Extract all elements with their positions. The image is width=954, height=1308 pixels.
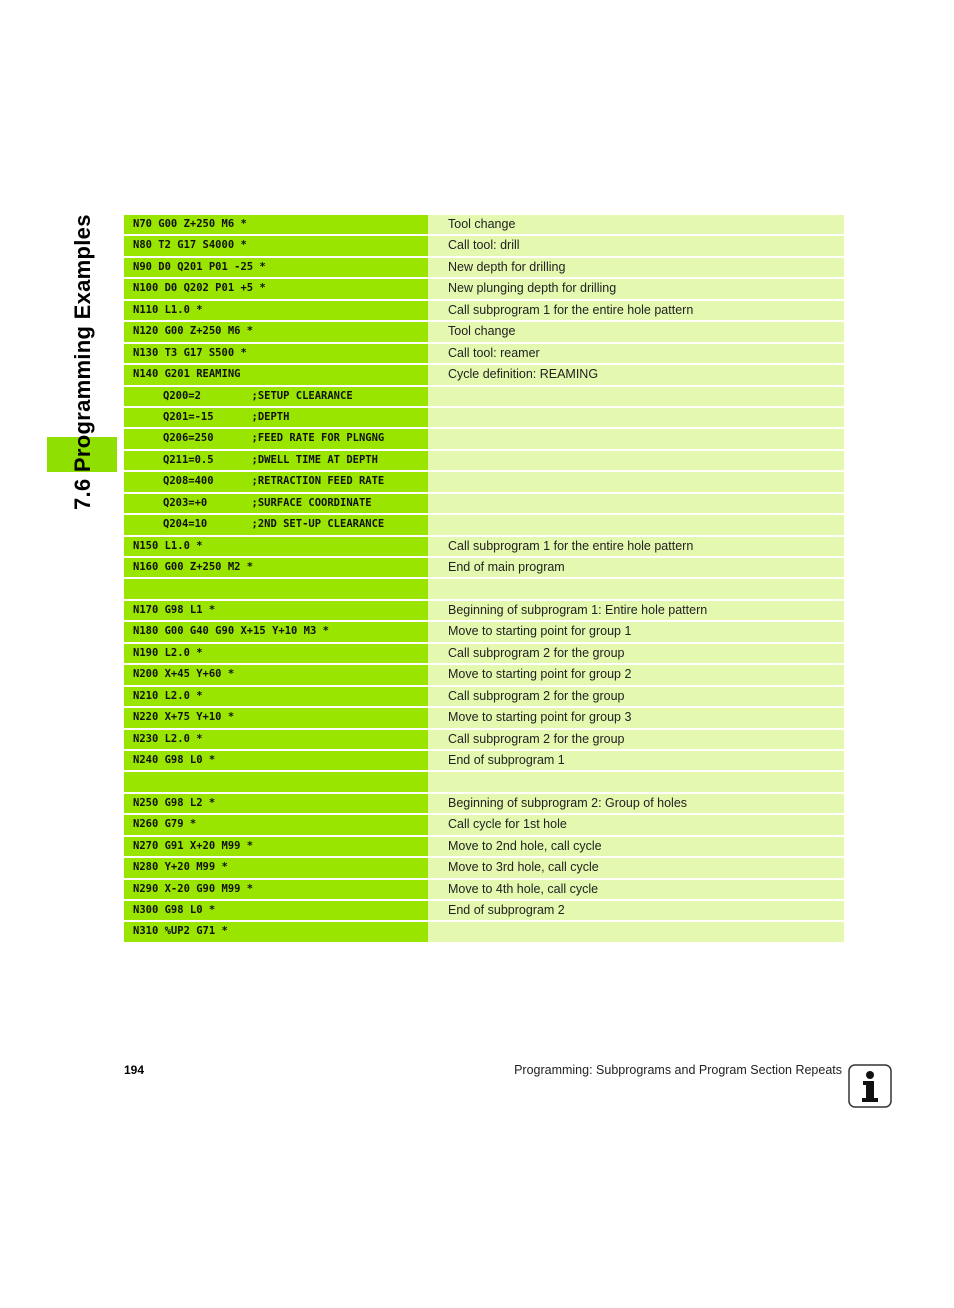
- description-cell: Move to 3rd hole, call cycle: [428, 858, 844, 879]
- table-row: [124, 751, 844, 772]
- nc-code-cell: Q208=400 ;RETRACTION FEED RATE: [124, 472, 428, 493]
- footer-chapter-title: Programming: Subprograms and Program Section Repeats: [514, 1063, 842, 1077]
- nc-code-cell: N290 X-20 G90 M99 *: [124, 880, 428, 901]
- nc-code-cell: N310 %UP2 G71 *: [124, 922, 428, 943]
- description-cell: Tool change: [428, 215, 844, 236]
- nc-code-cell: N160 G00 Z+250 M2 *: [124, 558, 428, 579]
- table-row: [124, 558, 844, 579]
- table-row: [124, 837, 844, 858]
- nc-code-cell: Q203=+0 ;SURFACE COORDINATE: [124, 494, 428, 515]
- table-row: [124, 236, 844, 257]
- table-row: [124, 794, 844, 815]
- table-row: [124, 494, 844, 515]
- table-row: [124, 687, 844, 708]
- page-number: 194: [124, 1063, 145, 1077]
- description-cell: Call subprogram 1 for the entire hole pattern: [428, 537, 844, 558]
- table-row: [124, 708, 844, 729]
- description-cell: Call subprogram 2 for the group: [428, 687, 844, 708]
- table-row: [124, 880, 844, 901]
- description-cell: [428, 579, 844, 600]
- description-cell: Beginning of subprogram 2: Group of holes: [428, 794, 844, 815]
- nc-code-cell: N260 G79 *: [124, 815, 428, 836]
- description-cell: New depth for drilling: [428, 258, 844, 279]
- description-cell: End of subprogram 2: [428, 901, 844, 922]
- description-cell: Move to starting point for group 2: [428, 665, 844, 686]
- table-row: [124, 451, 844, 472]
- description-cell: [428, 772, 844, 793]
- table-row: [124, 901, 844, 922]
- nc-code-cell: N210 L2.0 *: [124, 687, 428, 708]
- table-row: [124, 408, 844, 429]
- description-cell: New plunging depth for drilling: [428, 279, 844, 300]
- table-row: [124, 215, 844, 236]
- nc-code-cell: Q206=250 ;FEED RATE FOR PLNGNG: [124, 429, 428, 450]
- nc-code-cell: N120 G00 Z+250 M6 *: [124, 322, 428, 343]
- table-row: [124, 301, 844, 322]
- nc-code-cell: Q201=-15 ;DEPTH: [124, 408, 428, 429]
- nc-code-cell: N90 D0 Q201 P01 -25 *: [124, 258, 428, 279]
- table-row: [124, 579, 844, 600]
- nc-code-cell: N200 X+45 Y+60 *: [124, 665, 428, 686]
- nc-code-cell: N110 L1.0 *: [124, 301, 428, 322]
- table-row: [124, 472, 844, 493]
- nc-code-cell: N150 L1.0 *: [124, 537, 428, 558]
- description-cell: [428, 922, 844, 943]
- table-row: [124, 730, 844, 751]
- description-cell: [428, 494, 844, 515]
- nc-code-cell: Q200=2 ;SETUP CLEARANCE: [124, 387, 428, 408]
- nc-code-cell: Q204=10 ;2ND SET-UP CLEARANCE: [124, 515, 428, 536]
- table-row: [124, 365, 844, 386]
- nc-code-cell: N270 G91 X+20 M99 *: [124, 837, 428, 858]
- description-cell: Call subprogram 2 for the group: [428, 644, 844, 665]
- nc-code-cell: N130 T3 G17 S500 *: [124, 344, 428, 365]
- description-cell: Tool change: [428, 322, 844, 343]
- description-cell: Cycle definition: REAMING: [428, 365, 844, 386]
- table-row: [124, 387, 844, 408]
- description-cell: Move to 2nd hole, call cycle: [428, 837, 844, 858]
- nc-code-cell: N280 Y+20 M99 *: [124, 858, 428, 879]
- nc-code-cell: N180 G00 G40 G90 X+15 Y+10 M3 *: [124, 622, 428, 643]
- table-row: [124, 322, 844, 343]
- nc-code-cell: N250 G98 L2 *: [124, 794, 428, 815]
- table-row: [124, 858, 844, 879]
- description-cell: Call cycle for 1st hole: [428, 815, 844, 836]
- table-row: [124, 429, 844, 450]
- nc-code-cell: N100 D0 Q202 P01 +5 *: [124, 279, 428, 300]
- description-cell: Move to 4th hole, call cycle: [428, 880, 844, 901]
- nc-code-cell: N140 G201 REAMING: [124, 365, 428, 386]
- description-cell: [428, 472, 844, 493]
- table-row: [124, 772, 844, 793]
- nc-code-cell: Q211=0.5 ;DWELL TIME AT DEPTH: [124, 451, 428, 472]
- description-cell: Call subprogram 1 for the entire hole pattern: [428, 301, 844, 322]
- description-cell: [428, 429, 844, 450]
- description-cell: Call tool: drill: [428, 236, 844, 257]
- table-row: [124, 665, 844, 686]
- nc-code-cell: N230 L2.0 *: [124, 730, 428, 751]
- description-cell: [428, 387, 844, 408]
- table-row: [124, 922, 844, 943]
- table-row: [124, 279, 844, 300]
- description-cell: Move to starting point for group 1: [428, 622, 844, 643]
- section-title: 7.6 Programming Examples: [70, 214, 95, 510]
- description-cell: [428, 451, 844, 472]
- table-row: [124, 258, 844, 279]
- nc-code-cell: N80 T2 G17 S4000 *: [124, 236, 428, 257]
- description-cell: End of subprogram 1: [428, 751, 844, 772]
- nc-code-cell: N170 G98 L1 *: [124, 601, 428, 622]
- table-row: [124, 601, 844, 622]
- description-cell: Move to starting point for group 3: [428, 708, 844, 729]
- nc-code-cell: N190 L2.0 *: [124, 644, 428, 665]
- table-row: [124, 537, 844, 558]
- nc-code-cell: [124, 579, 428, 600]
- table-row: [124, 815, 844, 836]
- nc-code-cell: N300 G98 L0 *: [124, 901, 428, 922]
- nc-code-cell: N220 X+75 Y+10 *: [124, 708, 428, 729]
- table-row: [124, 644, 844, 665]
- description-cell: Call tool: reamer: [428, 344, 844, 365]
- description-cell: Beginning of subprogram 1: Entire hole pattern: [428, 601, 844, 622]
- program-listing-table: [124, 215, 844, 944]
- nc-code-cell: N70 G00 Z+250 M6 *: [124, 215, 428, 236]
- info-icon: [848, 1064, 892, 1108]
- table-row: [124, 622, 844, 643]
- table-row: [124, 515, 844, 536]
- description-cell: [428, 515, 844, 536]
- nc-code-cell: N240 G98 L0 *: [124, 751, 428, 772]
- table-row: [124, 344, 844, 365]
- nc-code-cell: [124, 772, 428, 793]
- description-cell: End of main program: [428, 558, 844, 579]
- description-cell: Call subprogram 2 for the group: [428, 730, 844, 751]
- description-cell: [428, 408, 844, 429]
